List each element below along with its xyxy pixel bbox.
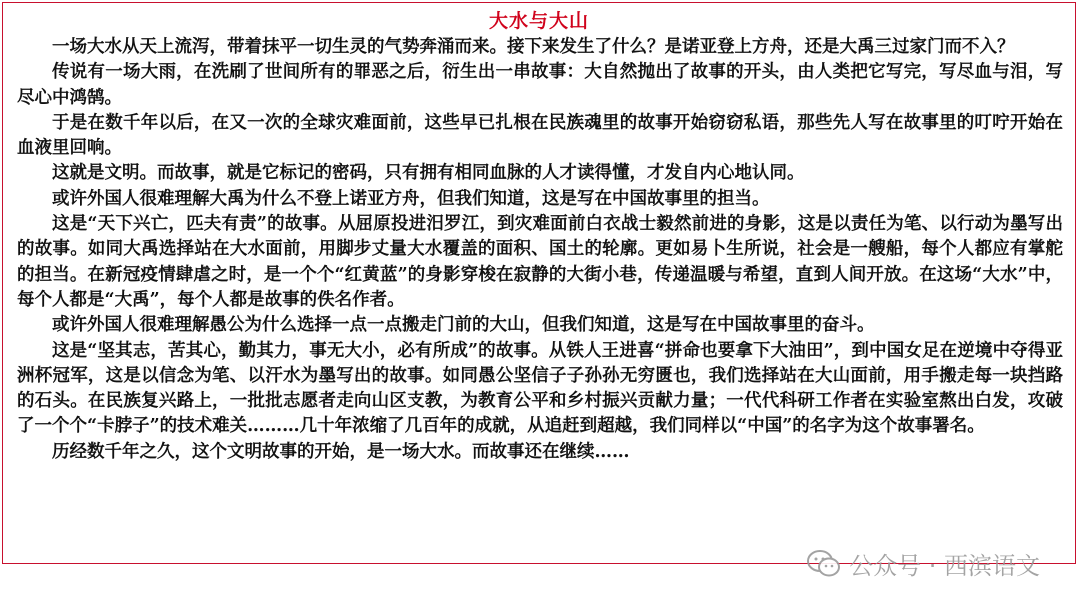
paragraph: 或许外国人很难理解愚公为什么选择一点一点搬走门前的大山，但我们知道，这是写在中国故事里的奋斗。 bbox=[52, 315, 875, 336]
paragraph: 一场大水从天上流泻，带着抹平一切生灵的气势奔涌而来。接下来发生了什么？是诺亚登上方舟，还是大禹三过家门而不入？ bbox=[52, 37, 1015, 57]
paragraph: 这是“天下兴亡，匹夫有责”的故事。从屈原投进汨罗江，到灾难面前白衣战士毅然前进的身影，这是以责任为笔、以行动为墨写出的故事。如同大禹选择站在大水面前，用脚步丈量大水覆盖的面积、国土的轮廓。更如易卜生所说，社会是一艘船，每个人都应有掌舵的担当。在新冠疫情肆虐之时，是一个个“红黄蓝”的身影穿梭在寂静的大街小巷，传递温暖与希望，直到人间开放。在这场“大水”中，每个人都是“大禹”，每个人都是故事的佚名作者。 bbox=[17, 214, 1063, 310]
watermark bbox=[807, 546, 1040, 581]
paragraph: 这是“坚其志，苦其心，勤其力，事无大小，必有所成”的故事。从铁人王进喜“拼命也要拿下大油田”，到中国女足在逆境中夺得亚洲杯冠军，这是以信念为笔、以汗水为墨写出的故事。如同愚公坚信子子孙孙无穷匮也，我们选择站在大山面前，用手搬走每一块挡路的石头。在民族复兴路上，一批批志愿者走向山区支教，为教育公平和乡村振兴贡献力量；一代代科研工作者在实验室熬出白发，攻破了一个个“卡脖子”的技术难关………几十年浓缩了几百年的成就，从追赶到超越，我们同样以“中国”的名字为这个故事署名。 bbox=[17, 340, 1063, 437]
watermark-text: 公众号 · 西滨语文 bbox=[849, 552, 1040, 580]
paragraph: 于是在数千年以后，在又一次的全球灾难面前，这些早已扎根在民族魂里的故事开始窃窃私语，那些先人写在故事里的叮咛开始在血液里回响。 bbox=[17, 112, 1063, 159]
wechat-icon bbox=[807, 549, 841, 579]
paragraph: 历经数千年之久，这个文明故事的开始，是一场大水。而故事还在继续…… bbox=[52, 441, 630, 462]
article-body bbox=[17, 35, 1063, 465]
article-title: 大水与大山 bbox=[488, 10, 589, 32]
article-frame bbox=[2, 2, 1076, 564]
paragraph: 传说有一场大雨，在洗刷了世间所有的罪恶之后，衍生出一串故事：大自然抛出了故事的开头，由人类把它写完，写尽血与泪，写尽心中鸿鹄。 bbox=[17, 62, 1063, 108]
paragraph: 这就是文明。而故事，就是它标记的密码，只有拥有相同血脉的人才读得懂，才发自内心地认同。 bbox=[52, 163, 805, 184]
paragraph: 或许外国人很难理解大禹为什么不登上诺亚方舟，但我们知道，这是写在中国故事里的担当。 bbox=[52, 188, 770, 209]
